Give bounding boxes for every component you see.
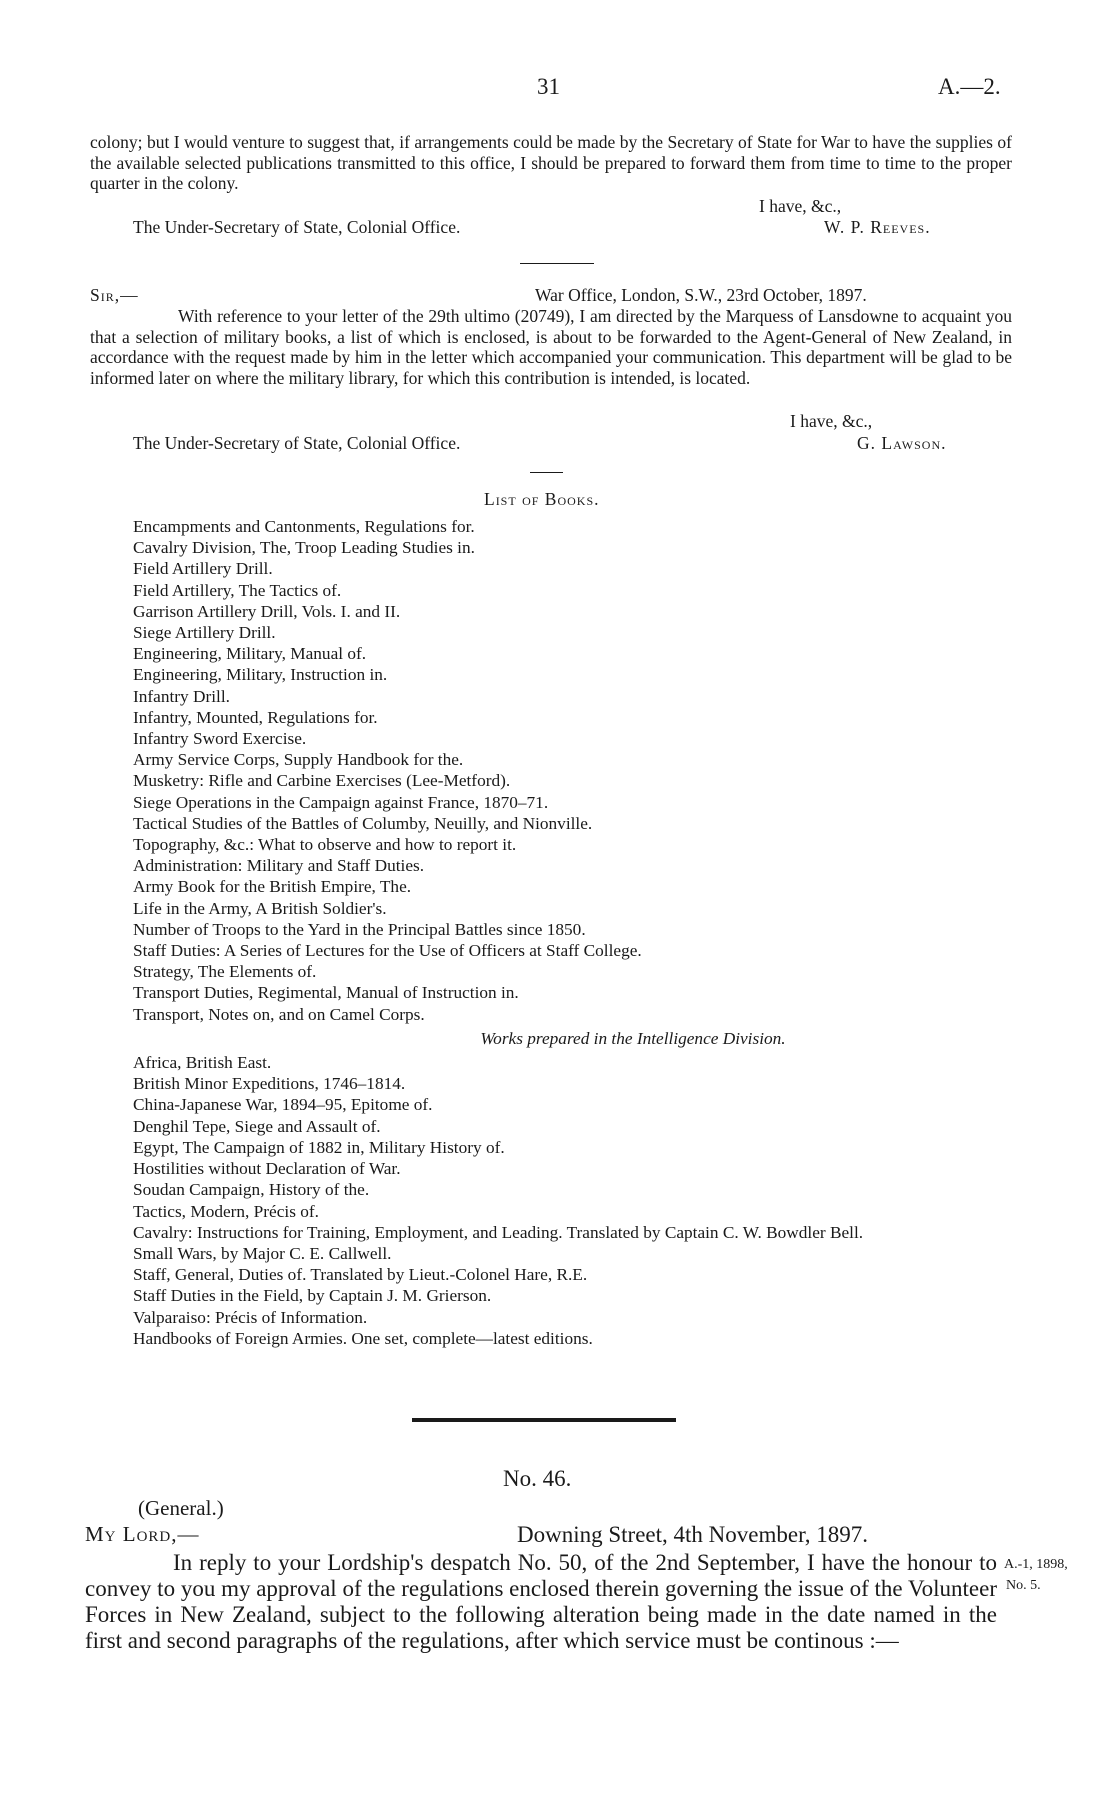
list-item: Siege Operations in the Campaign against France, 1870–71. <box>133 792 549 812</box>
despatch-category: (General.) <box>138 1496 224 1520</box>
letter1-signature: W. P. Reeves. <box>824 217 931 237</box>
letter2-closing: I have, &c., <box>790 411 873 431</box>
list-item: Cavalry: Instructions for Training, Employment, and Leading. Translated by Captain C. W. Bowdler Bell. <box>133 1222 864 1242</box>
list-item: Transport Duties, Regimental, Manual of Instruction in. <box>133 983 519 1003</box>
list-item: Army Book for the British Empire, The. <box>133 877 412 897</box>
letter1-closing: I have, &c., <box>759 196 842 216</box>
book-list <box>133 516 1013 1349</box>
list-item: Infantry Drill. <box>133 686 230 706</box>
book-list-title: List of Books. <box>484 489 600 509</box>
despatch-salutation: My Lord,— <box>85 1522 200 1546</box>
divider-rule <box>530 472 563 473</box>
list-item: Infantry Sword Exercise. <box>133 729 307 749</box>
list-item: Life in the Army, A British Soldier's. <box>133 898 387 918</box>
list-item: China-Japanese War, 1894–95, Epitome of. <box>133 1095 433 1115</box>
despatch-body: In reply to your Lordship's despatch No. 50, of the 2nd September, I have the honour to convey to you my approval of the regulations enclosed therein governing the issue of the Volunteer Forces in New Zealand, subject to the following alteration being made in the date named in the first and second paragraphs of the regulations, after which service must be continous :— <box>85 1550 997 1653</box>
list-item: Transport, Notes on, and on Camel Corps. <box>133 1004 425 1024</box>
list-item: Engineering, Military, Instruction in. <box>133 665 388 685</box>
list-item: Denghil Tepe, Siege and Assault of. <box>133 1116 381 1136</box>
despatch-number: No. 46. <box>503 1466 572 1491</box>
list-item: Engineering, Military, Manual of. <box>133 644 367 664</box>
margin-reference: No. 5. <box>1006 1578 1041 1593</box>
list-item: Tactical Studies of the Battles of Columby, Neuilly, and Nionville. <box>133 813 593 833</box>
list-item: Army Service Corps, Supply Handbook for the. <box>133 750 464 770</box>
list-item: Field Artillery Drill. <box>133 559 273 579</box>
list-item: Number of Troops to the Yard in the Principal Battles since 1850. <box>133 919 586 939</box>
list-item: Staff Duties in the Field, by Captain J. M. Grierson. <box>133 1286 492 1306</box>
letter2-signature: G. Lawson. <box>857 433 947 453</box>
list-item: Encampments and Cantonments, Regulations for. <box>133 517 475 536</box>
list-item: Siege Artillery Drill. <box>133 623 276 643</box>
list-item: Garrison Artillery Drill, Vols. I. and II. <box>133 601 401 621</box>
list-item: Staff, General, Duties of. Translated by Lieut.-Colonel Hare, R.E. <box>133 1265 588 1285</box>
page-number: 31 <box>537 74 560 99</box>
letter2-addressee: The Under-Secretary of State, Colonial Office. <box>133 433 461 453</box>
list-item: Africa, British East. <box>133 1053 272 1073</box>
list-item: Egypt, The Campaign of 1882 in, Military History of. <box>133 1137 505 1157</box>
list-item: Soudan Campaign, History of the. <box>133 1180 370 1200</box>
page-reference: A.—2. <box>938 74 1001 99</box>
list-item: Staff Duties: A Series of Lectures for the Use of Officers at Staff College. <box>133 941 642 961</box>
list-item: Cavalry Division, The, Troop Leading Studies in. <box>133 538 475 558</box>
list-item: Infantry, Mounted, Regulations for. <box>133 707 378 727</box>
letter2-place-date: War Office, London, S.W., 23rd October, 1897. <box>535 285 867 305</box>
letter1-addressee: The Under-Secretary of State, Colonial Office. <box>133 217 461 237</box>
despatch-place-date: Downing Street, 4th November, 1897. <box>517 1522 869 1547</box>
list-item: Administration: Military and Staff Duties. <box>133 856 425 876</box>
letter2-body: With reference to your letter of the 29th ultimo (20749), I am directed by the Marquess of Lansdowne to acquaint you that a selection of military books, a list of which is enclosed, is about to be forwarded to the Agent-General of New Zealand, in accordance with the request made by him in the letter which accompanied your communication. This department will be glad to be informed later on where the military library, for which this contribution is intended, is located. <box>90 306 1012 388</box>
list-item: Field Artillery, The Tactics of. <box>133 580 342 600</box>
letter2-salutation: Sir,— <box>90 285 139 305</box>
list-item: British Minor Expeditions, 1746–1814. <box>133 1074 406 1094</box>
list-item-wrapped <box>89 1222 1013 1243</box>
letter1-body: colony; but I would venture to suggest that, if arrangements could be made by the Secretary of State for War to have the supplies of the available selected publications transmitted to this office, I should be prepared to forward them from time to time to the proper quarter in the colony. <box>90 132 1012 193</box>
divider-rule <box>520 263 594 264</box>
list-item: Musketry: Rifle and Carbine Exercises (Lee-Metford). <box>133 771 511 791</box>
list-item: Hostilities without Declaration of War. <box>133 1159 401 1179</box>
list-item: Strategy, The Elements of. <box>133 962 317 982</box>
list-item: Valparaiso: Précis of Information. <box>133 1307 368 1327</box>
list-item: Topography, &c.: What to observe and how to report it. <box>133 835 517 855</box>
list-item: Tactics, Modern, Précis of. <box>133 1201 319 1221</box>
list-item: Small Wars, by Major C. E. Callwell. <box>133 1243 392 1263</box>
list-item: Handbooks of Foreign Armies. One set, complete—latest editions. <box>133 1328 593 1348</box>
margin-reference: A.-1, 1898, <box>1004 1557 1068 1572</box>
intelligence-division-heading: Works prepared in the Intelligence Division. <box>480 1028 786 1048</box>
section-divider <box>412 1418 676 1422</box>
